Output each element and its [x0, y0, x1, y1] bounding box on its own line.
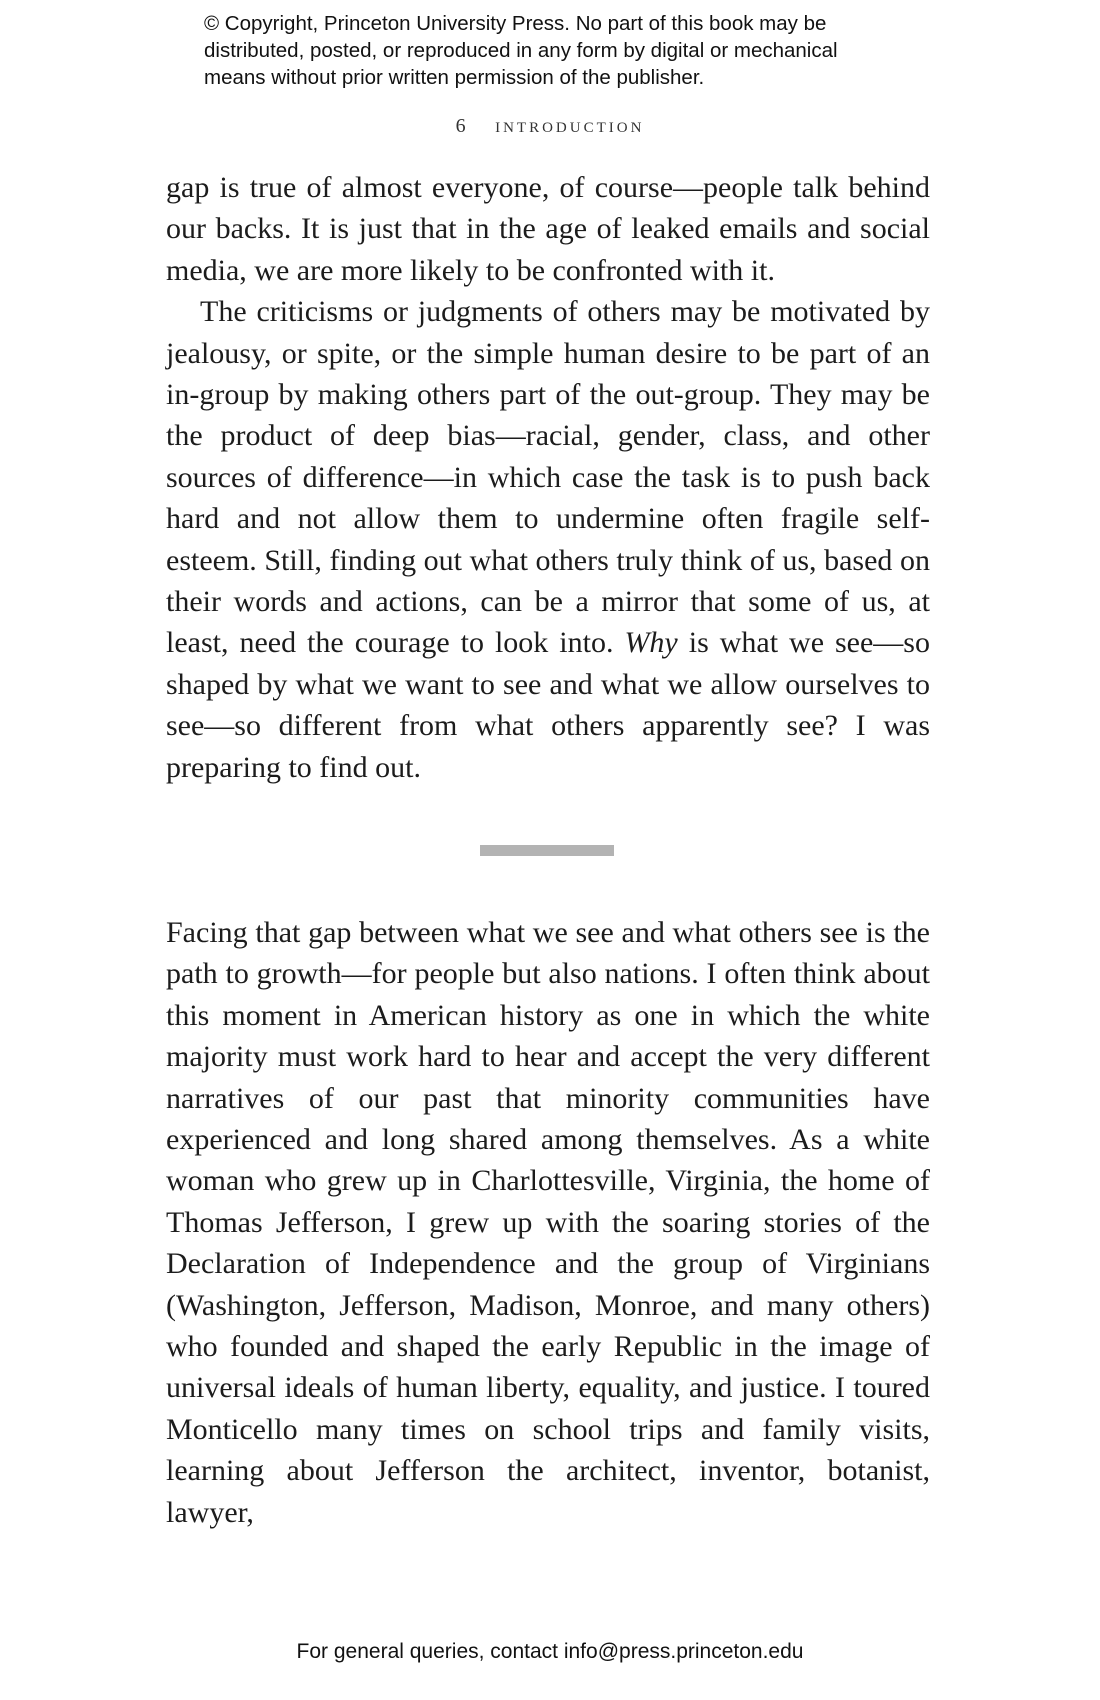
section-break-rule [480, 845, 614, 856]
page-number: 6 [455, 115, 466, 137]
paragraph-criticisms-text-start: The criticisms or judgments of others may be motivated by jealousy, or spite, or the simple human desire to be part of an in-group by making others part of the out-group. They may be the product of deep bias—racial, gender, class, and other sources of difference—in which case the task is to push back hard and not allow them to undermine often fragile self-esteem. Still, finding out what others truly think of us, based on their words and actions, can be a mirror that some of us, at least, need the courage to look into. [166, 295, 930, 660]
running-head [0, 112, 1100, 138]
footer-contact: For general queries, contact info@press.princeton.edu [296, 1640, 804, 1663]
paragraph-continued: gap is true of almost everyone, of course—people talk behind our backs. It is just that in the age of leaked emails and social media, we are more likely to be confronted with it. [166, 171, 930, 287]
body-text-lower [166, 912, 930, 1533]
body-text-upper [166, 167, 930, 788]
section-title: introduction [495, 112, 645, 137]
italic-why: Why [624, 626, 678, 660]
paragraph-criticisms-text-end: is what we see—so shaped by what we want to see and what we allow ourselves to see—so different from what others apparently see? I was preparing to find out. [166, 626, 930, 784]
copyright-line-2: distributed, posted, or reproduced in any form by digital or mechanical [204, 39, 838, 62]
paragraph-facing-gap: Facing that gap between what we see and what others see is the path to growth—for people but also nations. I often think about this moment in American history as one in which the white majority must work hard to hear and accept the very different narratives of our past that minority communities have experienced and long shared among themselves. As a white woman who grew up in Charlottesville, Virginia, the home of Thomas Jefferson, I grew up with the soaring stories of the Declaration of Independence and the group of Virginians (Washington, Jefferson, Madison, Monroe, and many others) who founded and shaped the early Republic in the image of universal ideals of human liberty, equality, and justice. I toured Monticello many times on school trips and family visits, learning about Jefferson the architect, inventor, botanist, lawyer, [166, 916, 930, 1529]
copyright-line-3: means without prior written permission of the publisher. [204, 66, 705, 89]
paragraph-criticisms [166, 291, 930, 788]
copyright-notice [204, 10, 924, 91]
copyright-line-1: © Copyright, Princeton University Press. No part of this book may be [204, 12, 827, 35]
